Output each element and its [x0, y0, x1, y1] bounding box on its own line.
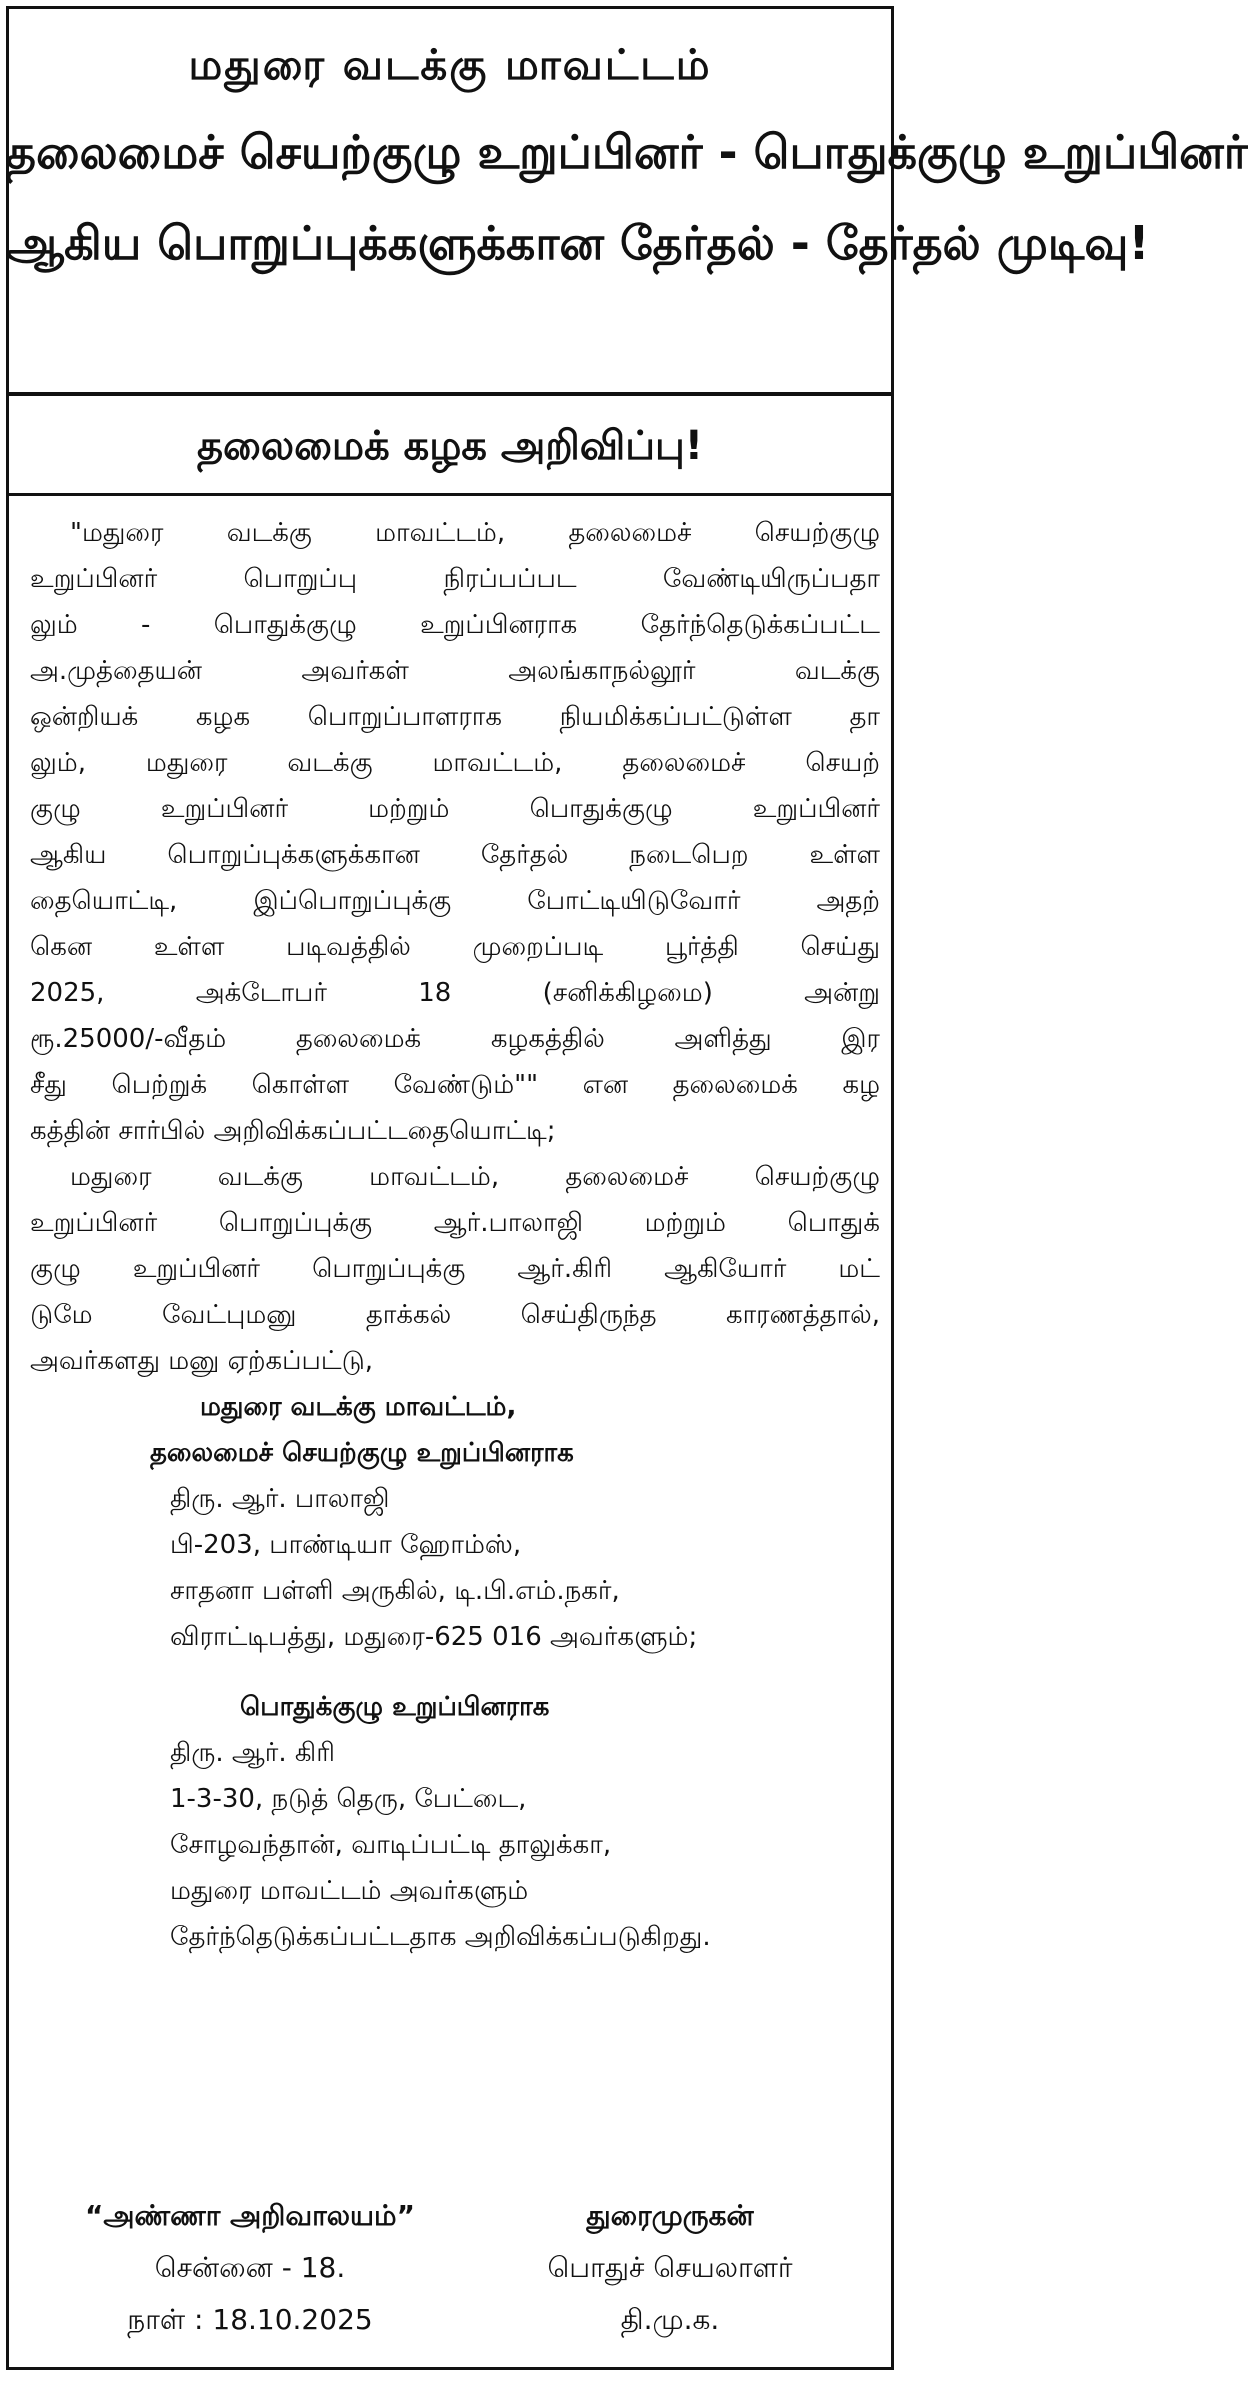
member-2-address-line: 1-3-30, நடுத் தெரு, பேட்டை,	[170, 1784, 527, 1814]
body-line: மதுரை வடக்கு மாவட்டம், தலைமைச் செயற்குழு	[70, 1162, 880, 1192]
paragraph-2	[30, 1154, 880, 1384]
body-line: சீது பெற்றுக் கொள்ள வேண்டும்"" என தலைமைக் கழ	[30, 1070, 880, 1100]
office-name: “அண்ணா அறிவாலயம்”	[85, 2199, 415, 2232]
member-2-block	[30, 1684, 880, 1960]
body-line: ஒன்றியக் கழக பொறுப்பாளராக நியமிக்கப்பட்டுள்ள தா	[30, 702, 880, 732]
footer-signatory	[480, 2190, 860, 2346]
body-line: அ.முத்தையன் அவர்கள் அலங்காநல்லூர் வடக்கு	[30, 656, 880, 686]
election-title-line2: ஆகிய பொறுப்புக்களுக்கான தேர்தல் - தேர்தல் முடிவு!	[6, 216, 1150, 270]
body-line: அவர்களது மனு ஏற்கப்பட்டு,	[30, 1346, 374, 1376]
body-line: கென உள்ள படிவத்தில் முறைப்படி பூர்த்தி செய்து	[30, 932, 880, 962]
body-line: லும் - பொதுக்குழு உறுப்பினராக தேர்ந்தெடுக்கப்பட்ட	[30, 610, 880, 640]
paragraph-1	[30, 510, 880, 1154]
body-line: குழு உறுப்பினர் மற்றும் பொதுக்குழு உறுப்பினர்	[30, 794, 880, 824]
notice-header	[6, 6, 1248, 396]
body-line: ஆகிய பொறுப்புக்களுக்கான தேர்தல் நடைபெற உள்ள	[30, 840, 880, 870]
member-1-name: திரு. ஆர். பாலாஜி	[170, 1484, 390, 1514]
member-2-role: பொதுக்குழு உறுப்பினராக	[240, 1692, 550, 1722]
member-1-district: மதுரை வடக்கு மாவட்டம்,	[200, 1392, 517, 1422]
notice-body	[30, 510, 880, 1960]
district-title: மதுரை வடக்கு மாவட்டம்	[188, 40, 712, 89]
party-name: தி.மு.க.	[620, 2303, 720, 2336]
body-line: லும், மதுரை வடக்கு மாவட்டம், தலைமைச் செயற்	[30, 748, 880, 778]
member-1-address-line: விராட்டிபத்து, மதுரை-625 016 அவர்களும்;	[170, 1622, 698, 1652]
signatory-title: பொதுச் செயலாளர்	[547, 2251, 793, 2284]
office-city: சென்னை - 18.	[154, 2251, 346, 2284]
footer-place	[40, 2190, 460, 2346]
member-2-address-line: தேர்ந்தெடுக்கப்பட்டதாக அறிவிக்கப்படுகிறது.	[170, 1922, 711, 1952]
signatory-name: துரைமுருகன்	[586, 2199, 754, 2232]
body-line: "மதுரை வடக்கு மாவட்டம், தலைமைச் செயற்குழு	[70, 518, 880, 548]
body-line: உறுப்பினர் பொறுப்பு நிரப்பப்பட வேண்டியிருப்பதா	[30, 564, 880, 594]
body-line: உறுப்பினர் பொறுப்புக்கு ஆர்.பாலாஜி மற்றும் பொதுக்	[30, 1208, 880, 1238]
election-title-line1: தலைமைச் செயற்குழு உறுப்பினர் - பொதுக்குழு உறுப்பினர்	[6, 125, 1248, 179]
body-line: கத்தின் சார்பில் அறிவிக்கப்பட்டதையொட்டி;	[30, 1116, 556, 1146]
headquarters-announcement-title: தலைமைக் கழக அறிவிப்பு!	[6, 396, 894, 496]
member-1-role: தலைமைச் செயற்குழு உறுப்பினராக	[150, 1438, 574, 1468]
member-1-address-line: பி-203, பாண்டியா ஹோம்ஸ்,	[170, 1530, 522, 1560]
member-2-address-line: சோழவந்தான், வாடிப்பட்டி தாலுக்கா,	[170, 1830, 612, 1860]
member-2-address-line: மதுரை மாவட்டம் அவர்களும்	[170, 1876, 529, 1906]
member-1-block	[30, 1384, 880, 1660]
body-line: 2025, அக்டோபர் 18 (சனிக்கிழமை) அன்று	[30, 978, 880, 1008]
member-2-name: திரு. ஆர். கிரி	[170, 1738, 335, 1768]
member-1-address-line: சாதனா பள்ளி அருகில், டி.பி.எம்.நகர்,	[170, 1576, 620, 1606]
notice-date: நாள் : 18.10.2025	[127, 2303, 373, 2336]
body-line: தையொட்டி, இப்பொறுப்புக்கு போட்டியிடுவோர் அதற்	[30, 886, 880, 916]
body-line: ரூ.25000/-வீதம் தலைமைக் கழகத்தில் அளித்து இர	[30, 1024, 880, 1054]
body-line: குழு உறுப்பினர் பொறுப்புக்கு ஆர்.கிரி ஆகியோர் மட்	[30, 1254, 880, 1284]
body-line: டுமே வேட்புமனு தாக்கல் செய்திருந்த காரணத்தால்,	[30, 1300, 880, 1330]
